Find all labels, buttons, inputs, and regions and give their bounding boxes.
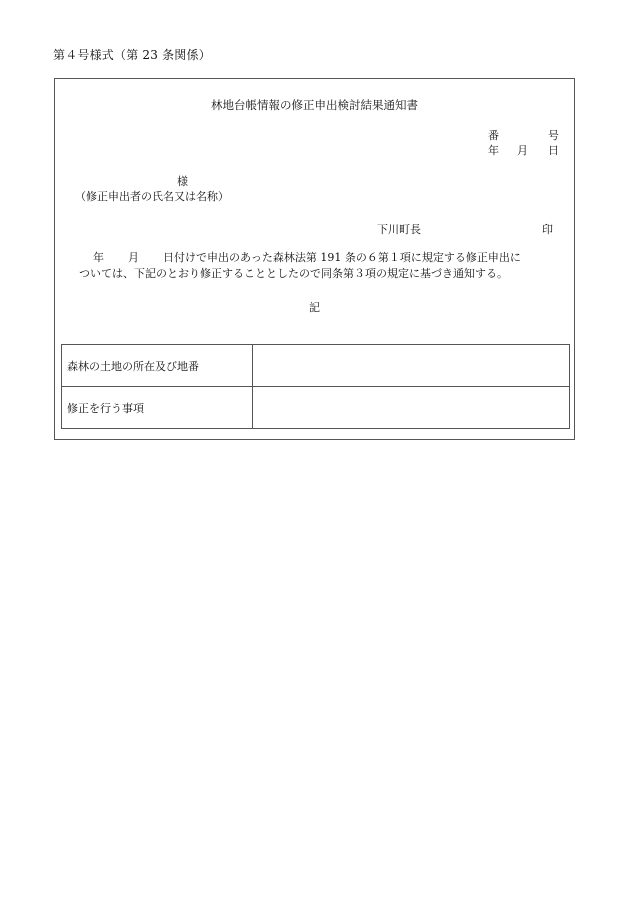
row-label-location: 森林の土地の所在及び地番 — [62, 345, 253, 387]
form-number: 第４号様式（第 23 条関係） — [53, 48, 211, 62]
body-month-label: 月 — [128, 251, 139, 264]
document-title: 林地台帳情報の修正申出検討結果通知書 — [211, 98, 418, 112]
notice-body — [79, 250, 559, 282]
table-row — [62, 387, 570, 429]
row-value-correction — [253, 387, 570, 429]
document-number-suffix: 号 — [548, 129, 559, 142]
notice-body-line-2: ついては、下記のとおり修正することとしたので同条第３項の規定に基づき通知する。 — [79, 267, 508, 280]
ki-heading: 記 — [309, 301, 320, 314]
document-number-label: 番 — [488, 129, 499, 142]
seal-mark: 印 — [542, 223, 553, 236]
row-label-correction: 修正を行う事項 — [62, 387, 253, 429]
details-table — [61, 344, 570, 429]
body-year-label: 年 — [93, 251, 104, 264]
body-line-1-text: 日付けで申出のあった森林法第 191 条の６第１項に規定する修正申出に — [163, 251, 521, 264]
addressee-suffix: 様 — [177, 175, 188, 188]
table-row — [62, 345, 570, 387]
notice-body-line-1 — [79, 250, 559, 266]
issuer-title: 下川町長 — [377, 223, 421, 236]
applicant-name-note: （修正申出者の氏名又は名称） — [75, 190, 229, 203]
notice-form — [54, 78, 575, 440]
date-day-label: 日 — [548, 144, 559, 157]
date-year-label: 年 — [488, 144, 499, 157]
row-value-location — [253, 345, 570, 387]
date-month-label: 月 — [517, 144, 528, 157]
